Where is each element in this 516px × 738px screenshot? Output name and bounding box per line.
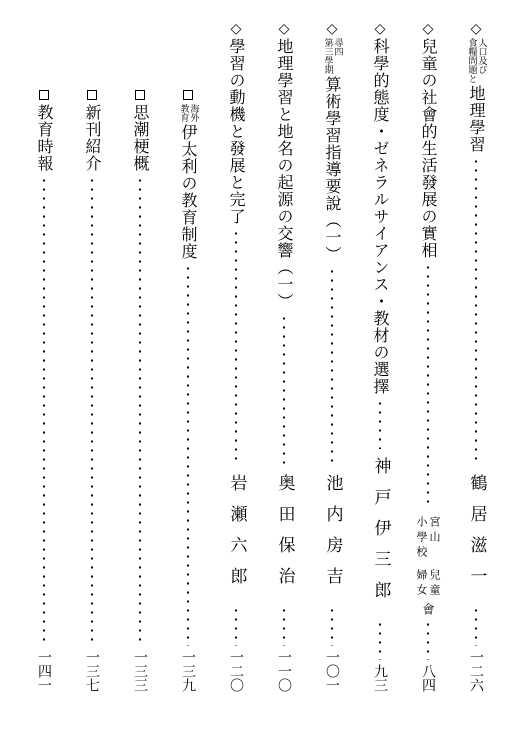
diamond-icon: ◇ (422, 21, 434, 37)
toc-entry[interactable] (119, 90, 161, 692)
toc-entry[interactable] (23, 90, 65, 692)
leader-dots (139, 176, 141, 646)
entry-author-sub (416, 569, 440, 599)
entry-title: 思潮梗概 (131, 104, 150, 172)
entry-page-number: 九三 (372, 664, 388, 692)
toc-entry[interactable] (167, 90, 209, 692)
entry-prefix (323, 38, 342, 74)
entry-prefix-line: 食糧問題と (466, 38, 477, 83)
square-icon (183, 90, 193, 100)
entry-title: 伊太利の教育制度 (179, 124, 198, 260)
square-icon (39, 90, 49, 100)
leader-dots (475, 606, 477, 646)
entry-page-number: 一三三 (132, 650, 148, 692)
entry-author (416, 516, 440, 561)
leader-dots (427, 263, 429, 508)
leader-dots (379, 399, 381, 449)
toc-entry[interactable] (455, 22, 497, 692)
entry-page-number: 一四一 (36, 650, 52, 692)
entry-author-tail: 會 (421, 603, 435, 616)
entry-author: 岩瀬六郎 (226, 474, 247, 598)
entry-title: 兒童の社會的生活發展の實相 (419, 38, 438, 259)
entry-prefix (179, 104, 198, 122)
leader-dots (235, 229, 237, 466)
entry-author: 鶴居滋一 (466, 474, 487, 598)
entry-author: 神戸伊三郎 (370, 457, 391, 612)
toc-entry[interactable] (263, 22, 305, 692)
entry-title: 學習の動機と發展と完了 (227, 38, 246, 225)
entry-page-number: 一〇一 (324, 650, 340, 692)
leader-dots (91, 176, 93, 646)
leader-dots (475, 157, 477, 466)
diamond-icon: ◇ (230, 21, 242, 37)
entry-author: 池内房吉 (322, 474, 343, 598)
entry-title: 教育時報 (35, 104, 54, 172)
square-icon (135, 90, 145, 100)
leader-dots (331, 606, 333, 646)
leader-dots (283, 606, 285, 646)
leader-dots (235, 606, 237, 646)
entry-prefix-line: 教育 (178, 104, 189, 122)
toc-entry[interactable] (311, 22, 353, 692)
entry-page-number: 一二六 (468, 650, 484, 692)
entry-page-number: 一三九 (180, 650, 196, 692)
leader-dots (43, 176, 45, 646)
entry-prefix (467, 38, 486, 83)
entry-prefix-line: 海外 (188, 104, 199, 122)
leader-dots (331, 267, 333, 466)
entry-title: 地理學習と地名の起源の交響（一） (275, 38, 294, 310)
toc-entry[interactable] (215, 22, 257, 692)
entry-prefix-line: 第三學期 (322, 38, 333, 74)
leader-dots (283, 314, 285, 466)
entry-page-number: 八四 (420, 664, 436, 692)
entry-title: 新刊紹介 (83, 104, 102, 172)
entry-author-line: 宮山 (428, 516, 441, 546)
leader-dots (379, 620, 381, 660)
entry-title: 地理學習 (467, 85, 486, 153)
diamond-icon: ◇ (278, 21, 290, 37)
entry-title: 科學的態度・ゼネラルサイアンス・教材の選擇 (371, 38, 390, 395)
entry-page-number: 一三七 (84, 650, 100, 692)
toc-entry[interactable] (359, 22, 401, 692)
diamond-icon: ◇ (470, 21, 482, 37)
entry-author-line: 兒童 (428, 569, 441, 599)
leader-dots (187, 264, 189, 646)
entry-author: 奥田保治 (274, 474, 295, 598)
leader-dots (427, 620, 429, 660)
entry-title: 算術學習指導要說（一） (323, 76, 342, 263)
entry-author-line: 小學校 (415, 516, 428, 561)
entry-prefix-line: 尋四 (332, 38, 343, 56)
entry-page-number: 一一〇 (276, 650, 292, 692)
toc-entry[interactable] (71, 90, 113, 692)
square-icon (87, 90, 97, 100)
diamond-icon: ◇ (326, 21, 338, 37)
entry-author-line: 婦女 (415, 569, 428, 599)
diamond-icon: ◇ (374, 21, 386, 37)
entry-prefix-line: 人口及び (476, 38, 487, 74)
toc-entry[interactable] (407, 22, 449, 692)
entry-page-number: 一二〇 (228, 650, 244, 692)
